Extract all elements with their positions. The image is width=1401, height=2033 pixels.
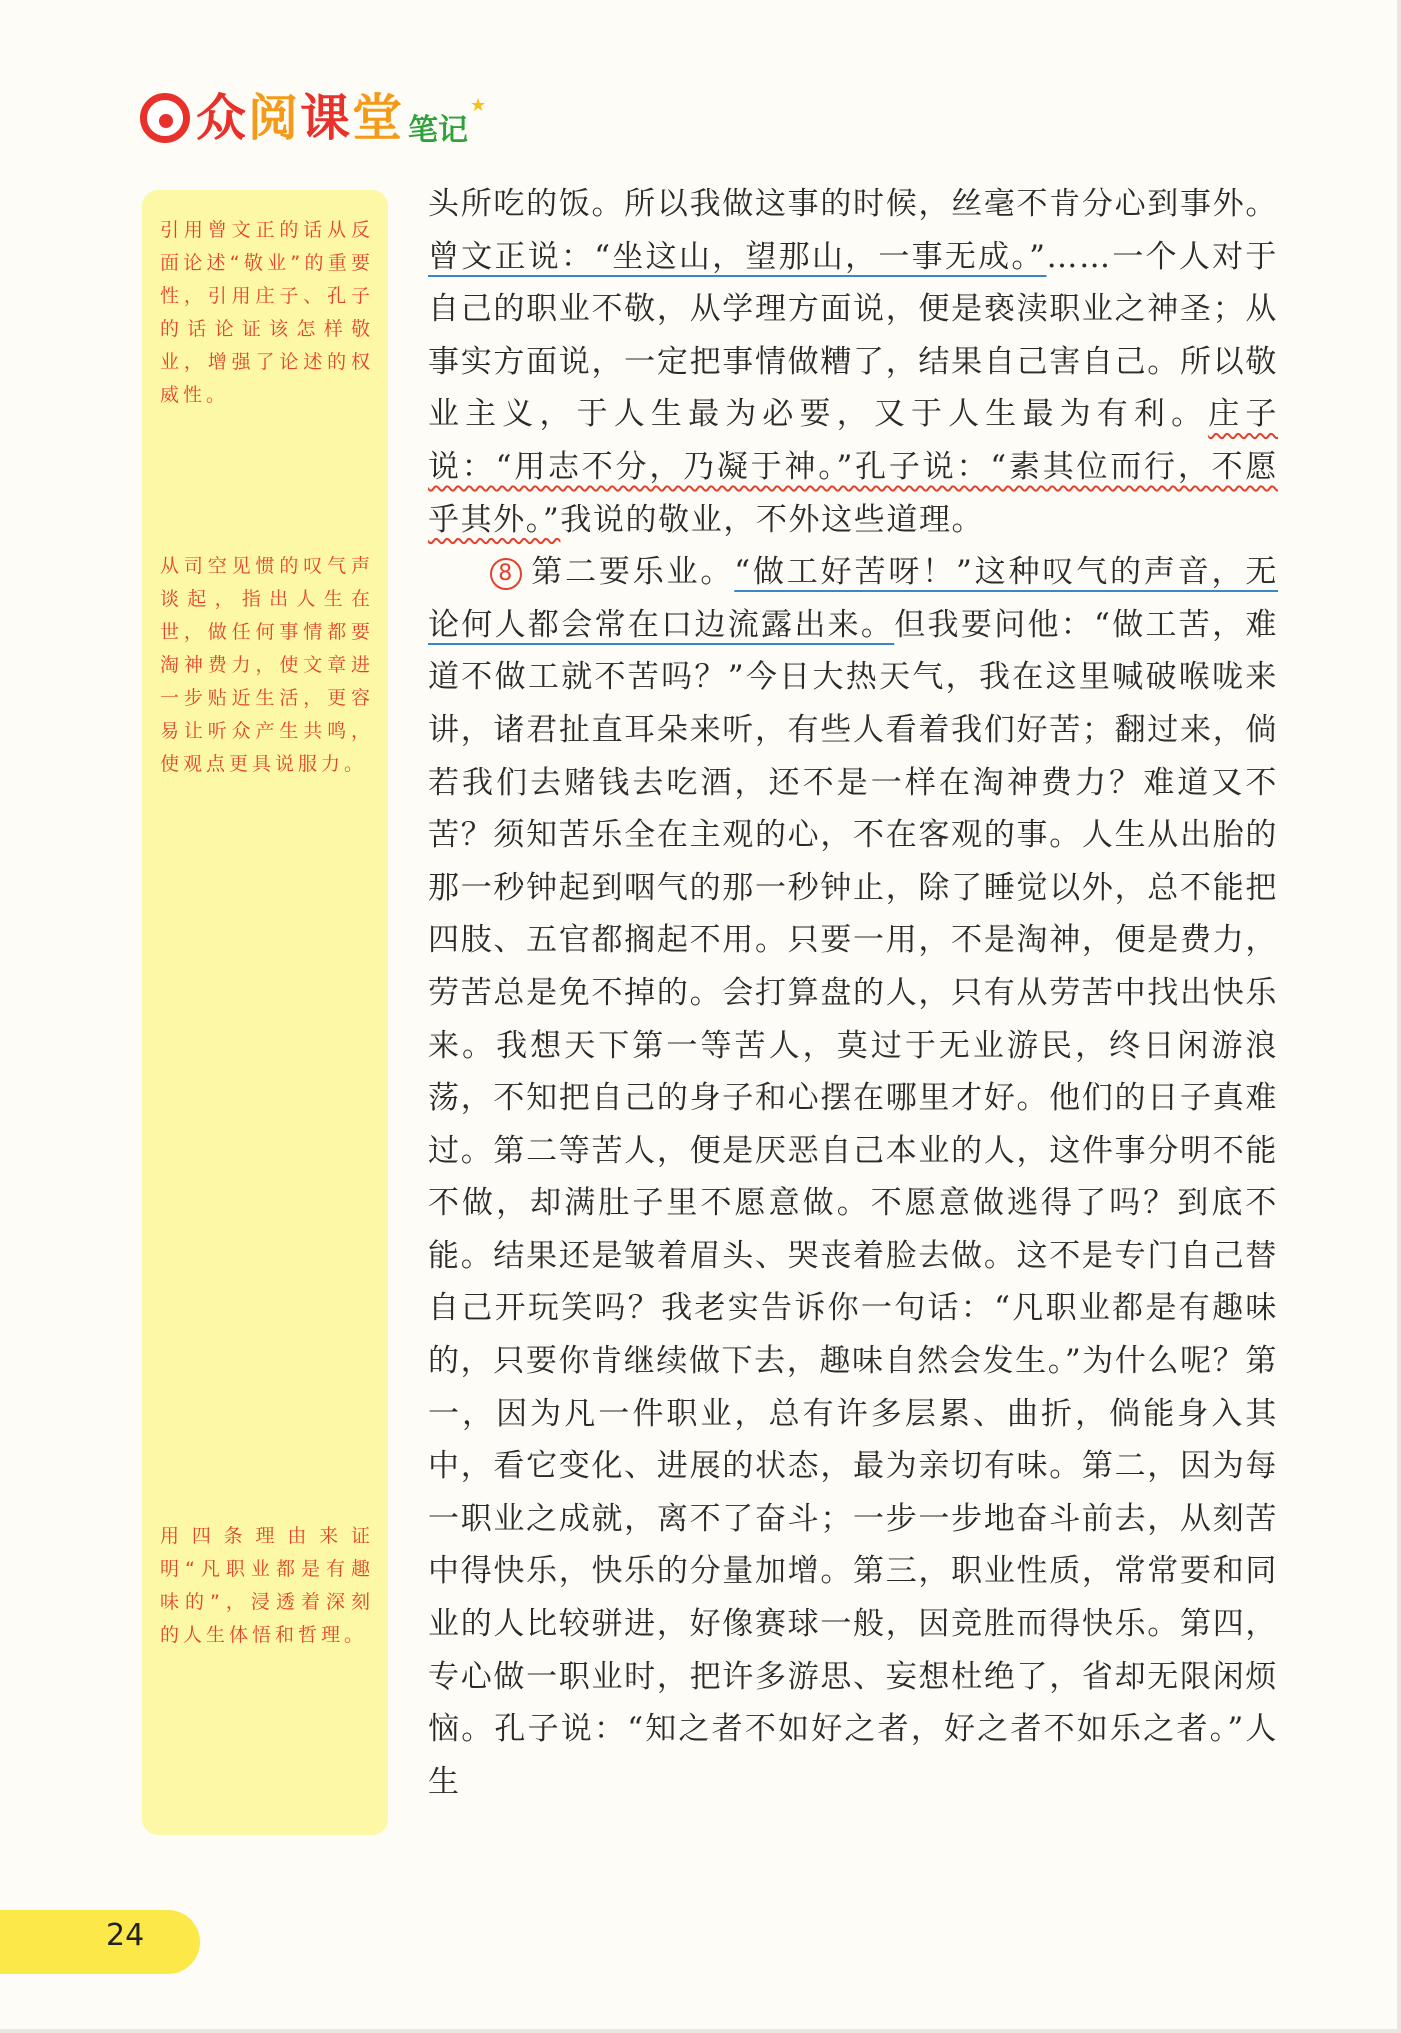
underlined-quote: 曾文正说：“坐这山，望那山，一事无成。” xyxy=(428,238,1047,275)
brand-title: 众阅课堂 xyxy=(196,89,404,147)
annotation-note-3: 用四条理由来证明“凡职业都是有趣味的”，浸透着深刻的人生体悟和哲理。 xyxy=(160,1525,374,1646)
star-icon: ★ xyxy=(470,94,487,116)
annotation-sidebar xyxy=(142,190,388,1835)
body-text xyxy=(428,178,1278,1808)
annotation-note-1: 引用曾文正的话从反面论述“敬业”的重要性，引用庄子、孔子的话论证该怎样敬业，增强了论述的权威性。 xyxy=(160,219,374,406)
wavy-underlined-quote: 庄子说：“用志不分，乃凝于神。”孔子说：“素其位而行，不愿乎其外。” xyxy=(428,396,1278,538)
brand-header xyxy=(140,88,486,148)
brand-subtitle: 笔记 xyxy=(408,113,468,148)
paragraph-8: 8 第二要乐业。“做工好苦呀！”这种叹气的声音，无论何人都会常在口边流露出来。但我要问他：“做工苦，难道不做工就不苦吗？”今日大热天气，我在这里喊破喉咙来讲，诸君扯直耳朵来听，有些人看着我们好苦；翻过来，倘若我们去赌钱去吃酒，还不是一样在淘神费力？难道又不苦？须知苦乐全在主观的心，不在客观的事。人生从出胎的那一秒钟起到咽气的那一秒钟止，除了睡觉以外，总不能把四肢、五官都搁起不用。只要一用，不是淘神，便是费力，劳苦总是免不掉的。会打算盘的人，只有从劳苦中找出快乐来。我想天下第一等苦人，莫过于无业游民，终日闲游浪荡，不知把自己的身子和心摆在哪里才好。他们的日子真难过。第二等苦人，便是厌恶自己本业的人，这件事分明不能不做，却满肚子里不愿意做。不愿意做逃得了吗？到底不能。结果还是皱着眉头、哭丧着脸去做。这不是专门自己替自己开玩笑吗？我老实告诉你一句话：“凡职业都是有趣味的，只要你肯继续做下去，趣味自然会发生。”为什么呢？第一，因为凡一件职业，总有许多层累、曲折，倘能身入其中，看它变化、进展的状态，最为亲切有味。第二，因为每一职业之成就，离不了奋斗；一步一步地奋斗前去，从刻苦中得快乐，快乐的分量加增。第三，职业性质，常常要和同业的人比较骈进，好像赛球一般，因竞胜而得快乐。第四，专心做一职业时，把许多游思、妄想杜绝了，省却无限闲烦恼。孔子说：“知之者不如好之者，好之者不如乐之者。”人生 xyxy=(428,554,1279,1800)
page-number-tab xyxy=(0,1910,200,1974)
paragraph-number: 8 xyxy=(490,558,522,590)
logo-icon xyxy=(140,93,190,143)
annotation-note-2: 从司空见惯的叹气声谈起，指出人生在世，做任何事情都要淘神费力，使文章进一步贴近生活，更容易让听众产生共鸣，使观点更具说服力。 xyxy=(160,555,374,775)
page-number: 24 xyxy=(106,1918,145,1953)
underlined-sentence: “做工好苦呀！”这种叹气的声音，无论何人都会常在口边流露出来。 xyxy=(428,554,1278,643)
paragraph-7-continued: 头所吃的饭。所以我做这事的时候，丝毫不肯分心到事外。曾文正说：“坐这山，望那山，一事无成。”……一个人对于自己的职业不敬，从学理方面说，便是亵渎职业之神圣；从事实方面说，一定把事情做糟了，结果自己害自己。所以敬业主义，于人生最为必要，又于人生最为有利。庄子说：“用志不分，乃凝于神。”孔子说：“素其位而行，不愿乎其外。”我说的敬业，不外这些道理。 xyxy=(428,186,1278,538)
